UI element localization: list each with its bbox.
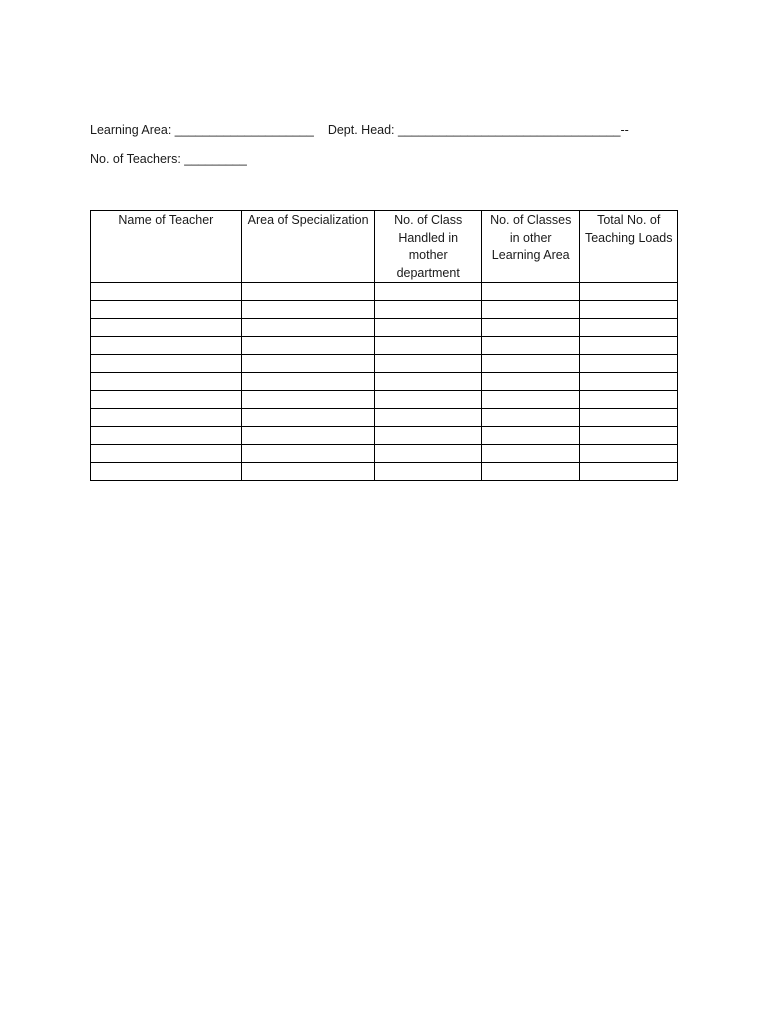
table-row [91, 463, 678, 481]
header-name-of-teacher: Name of Teacher [91, 211, 242, 283]
table-cell[interactable] [375, 355, 482, 373]
table-row [91, 337, 678, 355]
table-cell[interactable] [580, 337, 678, 355]
table-row [91, 283, 678, 301]
table-cell[interactable] [91, 283, 242, 301]
table-cell[interactable] [580, 319, 678, 337]
table-cell[interactable] [481, 427, 580, 445]
table-cell[interactable] [241, 355, 375, 373]
table-cell[interactable] [481, 301, 580, 319]
table-header-row [91, 211, 678, 283]
dept-head-field: Dept. Head: ________________________________-- [327, 123, 629, 137]
table-cell[interactable] [91, 355, 242, 373]
table-cell[interactable] [481, 445, 580, 463]
table-cell[interactable] [481, 373, 580, 391]
table-cell[interactable] [481, 355, 580, 373]
table-body [91, 283, 678, 481]
table-cell[interactable] [241, 409, 375, 427]
header-area-of-specialization: Area of Specialization [241, 211, 375, 283]
teachers-count-row [90, 151, 247, 167]
table-cell[interactable] [91, 337, 242, 355]
table-row [91, 319, 678, 337]
table-cell[interactable] [375, 283, 482, 301]
table-cell[interactable] [481, 319, 580, 337]
table-row [91, 355, 678, 373]
table-cell[interactable] [481, 337, 580, 355]
table-cell[interactable] [580, 463, 678, 481]
table-cell[interactable] [91, 319, 242, 337]
table-row [91, 373, 678, 391]
table-cell[interactable] [241, 337, 375, 355]
table-cell[interactable] [241, 463, 375, 481]
table-cell[interactable] [91, 427, 242, 445]
table-cell[interactable] [91, 463, 242, 481]
table-cell[interactable] [375, 445, 482, 463]
table-cell[interactable] [580, 373, 678, 391]
table-cell[interactable] [580, 445, 678, 463]
table-cell[interactable] [91, 373, 242, 391]
table-row [91, 391, 678, 409]
table-cell[interactable] [481, 283, 580, 301]
table-cell[interactable] [91, 391, 242, 409]
table-cell[interactable] [580, 391, 678, 409]
header-classes-other-learning-area: No. of Classes in other Learning Area [481, 211, 580, 283]
header-total-teaching-loads: Total No. of Teaching Loads [580, 211, 678, 283]
table-cell[interactable] [375, 373, 482, 391]
table-cell[interactable] [580, 301, 678, 319]
table-cell[interactable] [241, 445, 375, 463]
table-cell[interactable] [241, 301, 375, 319]
table-cell[interactable] [481, 409, 580, 427]
table-cell[interactable] [241, 283, 375, 301]
table-cell[interactable] [91, 445, 242, 463]
table-row [91, 427, 678, 445]
table-cell[interactable] [375, 319, 482, 337]
table-cell[interactable] [91, 409, 242, 427]
table-cell[interactable] [241, 391, 375, 409]
table-cell[interactable] [375, 337, 482, 355]
table-cell[interactable] [481, 463, 580, 481]
table-cell[interactable] [375, 427, 482, 445]
table-cell[interactable] [375, 409, 482, 427]
table-cell[interactable] [375, 301, 482, 319]
table-cell[interactable] [91, 301, 242, 319]
table-cell[interactable] [580, 355, 678, 373]
table-cell[interactable] [375, 463, 482, 481]
table-cell[interactable] [580, 409, 678, 427]
table-cell[interactable] [241, 319, 375, 337]
table-row [91, 445, 678, 463]
table-cell[interactable] [375, 391, 482, 409]
header-classes-mother-department: No. of Class Handled in mother department [375, 211, 482, 283]
table-cell[interactable] [481, 391, 580, 409]
header-fields-row [90, 122, 629, 138]
learning-area-field: Learning Area: ____________________ [90, 123, 314, 137]
table-cell[interactable] [580, 283, 678, 301]
table-row [91, 301, 678, 319]
teaching-load-table [90, 210, 678, 481]
no-of-teachers-field: No. of Teachers: _________ [90, 152, 247, 166]
table-cell[interactable] [241, 427, 375, 445]
table-row [91, 409, 678, 427]
table-cell[interactable] [241, 373, 375, 391]
table-cell[interactable] [580, 427, 678, 445]
